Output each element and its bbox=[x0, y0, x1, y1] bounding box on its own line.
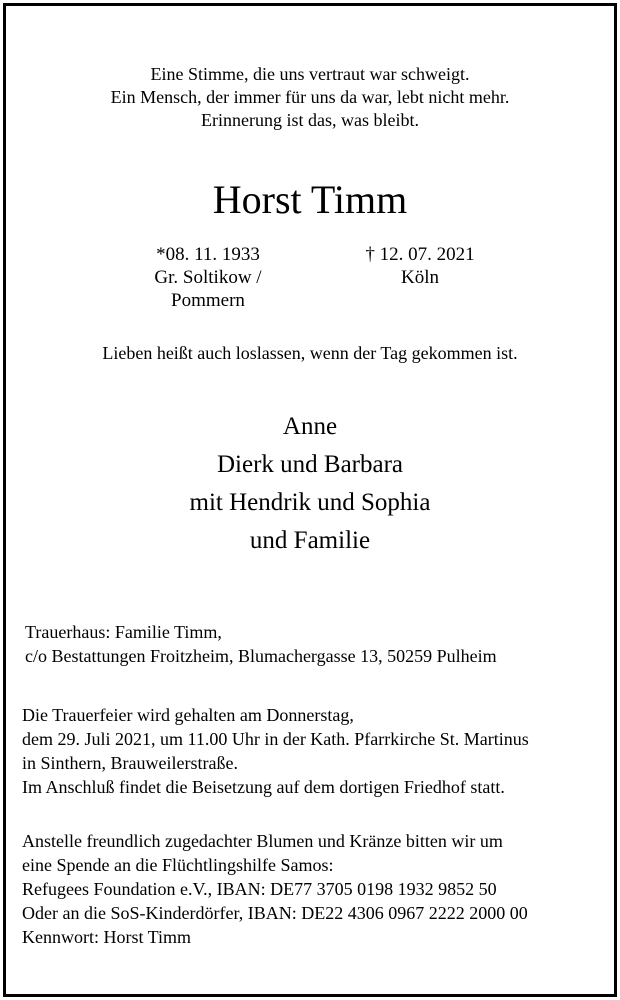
family-member: mit Hendrik und Sophia bbox=[189, 489, 431, 516]
death-place: Köln bbox=[401, 267, 439, 288]
death-date: † 12. 07. 2021 bbox=[365, 244, 475, 265]
poem-line: Ein Mensch, der immer für uns da war, lebt nicht mehr. bbox=[110, 87, 510, 107]
mourning-house-line: Trauerhaus: Familie Timm, bbox=[25, 622, 222, 642]
motto: Lieben heißt auch loslassen, wenn der Tag gekommen ist. bbox=[102, 343, 518, 363]
family-member: Anne bbox=[282, 413, 338, 440]
family-member: und Familie bbox=[249, 527, 371, 554]
donation-line: Anstelle freundlich zugedachter Blumen und Kränze bitten wir um bbox=[22, 831, 503, 851]
service-line: dem 29. Juli 2021, um 11.00 Uhr in der Kath. Pfarrkirche St. Martinus bbox=[22, 729, 529, 749]
birth-place-line: Gr. Soltikow / bbox=[154, 267, 262, 288]
birth-info bbox=[128, 243, 288, 312]
service-line: in Sinthern, Brauweilerstraße. bbox=[22, 753, 238, 773]
death-info bbox=[340, 243, 500, 289]
mourning-house bbox=[25, 620, 605, 668]
mourning-house-line: c/o Bestattungen Froitzheim, Blumachergasse 13, 50259 Pulheim bbox=[25, 646, 497, 666]
service-line: Die Trauerfeier wird gehalten am Donnerstag, bbox=[22, 705, 354, 725]
poem bbox=[0, 63, 620, 132]
poem-line: Erinnerung ist das, was bleibt. bbox=[201, 110, 419, 130]
birth-date: *08. 11. 1933 bbox=[156, 244, 260, 265]
birth-place-line: Pommern bbox=[171, 290, 245, 311]
deceased-name: Horst Timm bbox=[212, 177, 408, 222]
service-line: Im Anschluß findet die Beisetzung auf dem dortigen Friedhof statt. bbox=[22, 777, 505, 797]
funeral-service bbox=[22, 703, 602, 799]
family-list bbox=[0, 408, 620, 560]
donation-line: Oder an die SoS-Kinderdörfer, IBAN: DE22 4306 0967 2222 2000 00 bbox=[22, 903, 528, 923]
poem-line: Eine Stimme, die uns vertraut war schweigt. bbox=[150, 64, 470, 84]
donation-request bbox=[22, 829, 602, 949]
family-member: Dierk und Barbara bbox=[216, 451, 404, 478]
donation-line: eine Spende an die Flüchtlingshilfe Samos: bbox=[22, 855, 334, 875]
donation-line: Kennwort: Horst Timm bbox=[22, 927, 192, 947]
donation-line: Refugees Foundation e.V., IBAN: DE77 3705 0198 1932 9852 50 bbox=[22, 879, 497, 899]
